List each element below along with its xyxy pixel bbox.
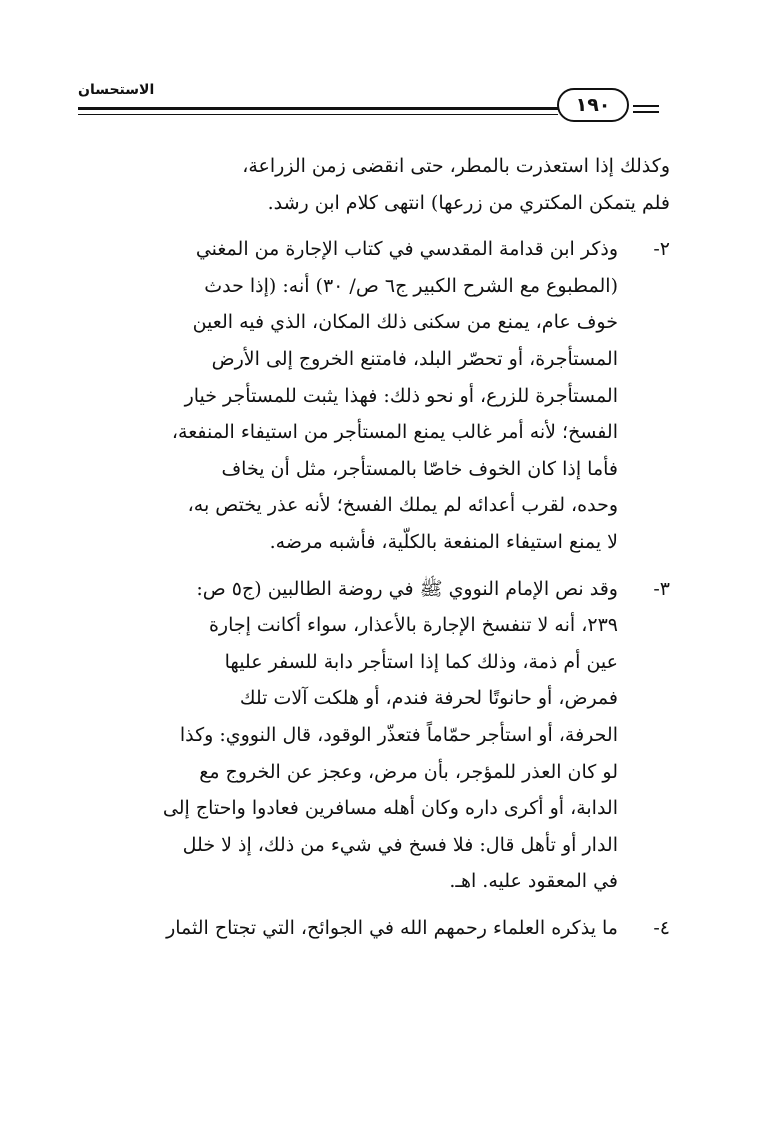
intro-paragraph [80,148,670,221]
numbered-item-2 [80,231,670,560]
text-line: الفسخ؛ لأنه أمر غالب يمنع المستأجر من استيفاء المنفعة، [171,421,618,444]
text-line: الدابة، أو أكرى داره وكان أهله مسافرين فعادوا واحتاج إلى [162,797,618,820]
numbered-item-3 [80,571,670,900]
text-line: المستأجرة، أو تحصّر البلد، فامتنع الخروج إلى الأرض [211,347,618,370]
numbered-item-4 [80,910,670,947]
body-text [80,148,670,946]
running-header-title: الاستحسان [78,82,155,98]
page-number: ١٩٠ [575,94,611,116]
item-number: ٤- [653,916,670,939]
text-line: خوف عام، يمنع من سكنى ذلك المكان، الذي فيه العين [192,311,618,334]
header-rule-thick [78,107,558,110]
text-line: المستأجرة للزرع، أو نحو ذلك: فهذا يثبت للمستأجر خيار [184,384,618,407]
text-line: عين أم ذمة، وذلك كما إذا استأجر دابة للسفر عليها [224,650,618,673]
page-number-badge [557,88,629,122]
item-number: ٢- [653,238,670,261]
text-line: وذكر ابن قدامة المقدسي في كتاب الإجارة من المغني [195,238,618,261]
text-line: الحرفة، أو استأجر حمّاماً فتعذّر الوقود، قال النووي: وكذا [179,723,618,746]
text-line: لا يمنع استيفاء المنفعة بالكلّية، فأشبه مرضه. [269,530,618,553]
item-number: ٣- [653,577,670,600]
text-line: فمرض، أو حانوتًا لحرفة فندم، أو هلكت آلات تلك [239,687,618,710]
text-line: في المعقود عليه. اهـ. [449,870,618,893]
text-line: لو كان العذر للمؤجر، بأن مرض، وعجز عن الخروج مع [199,760,618,783]
item-text [80,910,618,947]
text-line: وحده، لقرب أعدائه لم يملك الفسخ؛ لأنه عذر يختص به، [187,494,618,517]
badge-rule-lower [633,111,659,113]
header-rule-thin [78,114,558,115]
text-line: وكذلك إذا استعذرت بالمطر، حتى انقضى زمن الزراعة، [242,155,670,177]
text-line: فأما إذا كان الخوف خاصّا بالمستأجر، مثل أن يخاف [221,457,618,480]
text-line: فلم يتمكن المكتري من زرعها) انتهى كلام ابن رشد. [267,191,670,214]
text-line: (المطبوع مع الشرح الكبير ج٦ ص/ ٣٠) أنه: (إذا حدث [204,274,618,297]
item-text [80,571,618,900]
text-line: وقد نص الإمام النووي ﷺ في روضة الطالبين (ج٥ ص: [196,577,618,600]
text-line: ما يذكره العلماء رحمهم الله في الجوائح، التي تجتاح الثمار [166,916,618,939]
text-line: الدار أو تأهل قال: فلا فسخ في شيء من ذلك، إذ لا خلل [182,833,618,856]
badge-rule-upper [633,105,659,107]
item-text [80,231,618,560]
text-line: ٢٣٩، أنه لا تنفسخ الإجارة بالأعذار، سواء أكانت إجارة [208,614,618,637]
